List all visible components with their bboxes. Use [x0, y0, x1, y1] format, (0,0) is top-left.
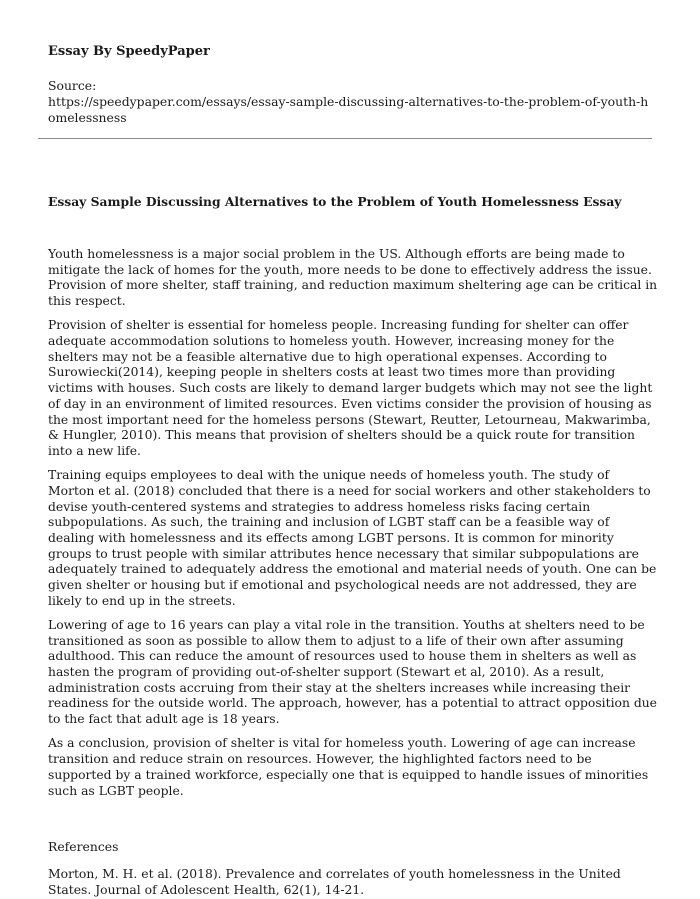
reference-item: Morton, M. H. et al. (2018). Prevalence and correlates of youth homelessness in the United States. Journal of Adolescent Health, 62(1), 14-21.: [48, 867, 621, 897]
essay-paragraph: Training equips employees to deal with the unique needs of homeless youth. The study of Morton et al. (2018) concluded that there is a need for social workers and other stakeholders to devise youth-centered systems and strategies to address homeless risks facing certain subpopulations. As such, the training and inclusion of LGBT staff can be a feasible way of dealing with homelessness and its effects among LGBT persons. It is common for minority groups to trust people with similar attributes hence necessary that similar subpopulations are adequately trained to adequately address the emotional and material needs of youth. One can be given shelter or housing but if emotional and psychological needs are not addressed, they are likely to end up in the streets.: [48, 468, 657, 608]
references-heading: References: [48, 839, 119, 855]
essay-body: [48, 247, 658, 899]
essay-paragraph: Provision of shelter is essential for homeless people. Increasing funding for shelter can offer adequate accommodation solutions to homeless youth. However, increasing money for the shelters may not be a feasible alternative due to high operational expenses. According to Surowiecki(2014), keeping people in shelters costs at least two times more than providing victims with houses. Such costs are likely to demand larger budgets which may not see the light of day in an environment of limited resources. Even victims consider the provision of housing as the most important need for the homeless persons (Stewart, Reutter, Letourneau, Makwarimba, & Hungler, 2010). This means that provision of shelters should be a quick route for transition into a new life.: [48, 318, 653, 458]
essay-paragraph: As a conclusion, provision of shelter is vital for homeless youth. Lowering of age can increase transition and reduce strain on resources. However, the highlighted factors need to be supported by a trained workforce, especially one that is equipped to handle issues of minorities such as LGBT people.: [48, 736, 649, 798]
essay-paragraph: Youth homelessness is a major social problem in the US. Although efforts are being made to mitigate the lack of homes for the youth, more needs to be done to effectively address the issue. Provision of more shelter, staff training, and reduction maximum sheltering age can be critical in this respect.: [48, 247, 658, 309]
essay-paragraph: Lowering of age to 16 years can play a vital role in the transition. Youths at shelters need to be transitioned as soon as possible to allow them to adjust to a life of their own after assuming adulthood. This can reduce the amount of resources used to house them in shelters as well as hasten the program of providing out-of-shelter support (Stewart et al, 2010). As a result, administration costs accruing from their stay at the shelters increases while increasing their readiness for the outside world. The approach, however, has a potential to attract opposition due to the fact that adult age is 18 years.: [48, 617, 657, 727]
essay-title: Essay Sample Discussing Alternatives to the Problem of Youth Homelessness Essay: [48, 194, 622, 209]
document-header-title: Essay By SpeedyPaper: [48, 44, 210, 59]
source-label: Source:: [48, 78, 97, 93]
source-url[interactable]: https://speedypaper.com/essays/essay-sample-discussing-alternatives-to-the-problem-of-youth-homelessness: [48, 94, 649, 125]
document-page: [48, 44, 658, 897]
header-divider: [38, 138, 652, 139]
